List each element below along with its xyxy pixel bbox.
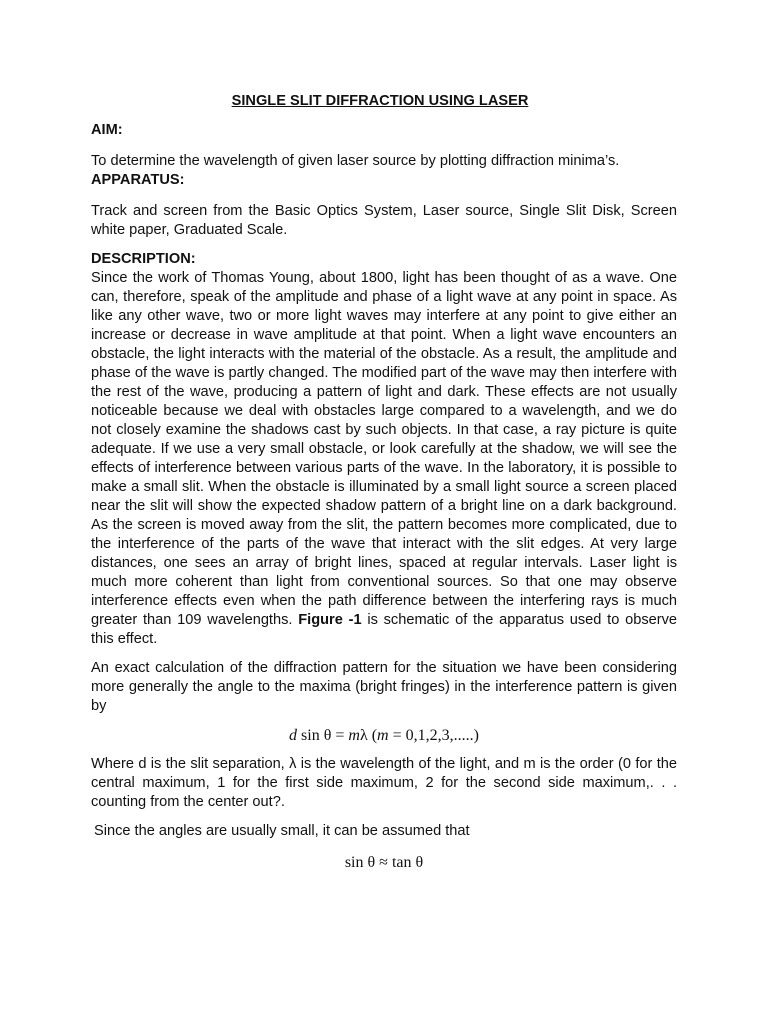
aim-text: To determine the wavelength of given laser source by plotting diffraction minima’s. <box>91 153 620 169</box>
apparatus-text: Track and screen from the Basic Optics System, Laser source, Single Slit Disk, Screen white paper, Graduated Scale. <box>91 203 677 238</box>
description-heading: DESCRIPTION: <box>91 251 196 267</box>
description-text-end: is schematic of the apparatus used to observe this effect. <box>91 612 678 647</box>
document-page <box>91 92 677 872</box>
description-text: Since the work of Thomas Young, about 1800, light has been thought of as a wave. One can, therefore, speak of the amplitude and phase of a light wave at any point in space. As like any other wave, two or more light waves may interfere at any point to give either an increase or decrease in wave amplitude at that point. When a light wave encounters an obstacle, the light interacts with the material of the obstacle. As a result, the amplitude and phase of the wave is partly changed. The modified part of the wave may then interfere with the rest of the wave, producing a pattern of light and dark. These effects are not usually noticeable because we deal with obstacles large compared to a wavelength, and we do not closely examine the shadows cast by such objects. In that case, a ray picture is quite adequate. If we use a very small obstacle, or look carefully at the shadow, we will see the effects of interference between various parts of the wave. In the laboratory, it is possible to make a small slit. When the obstacle is illuminated by a small light source a screen placed near the slit will show the expected shadow pattern of a bright line on a dark background. As the screen is moved away from the slit, the pattern becomes more complicated, due to the interference of the parts of the wave that interact with the slit edges. At very large distances, one sees an array of bright lines, spaced at regular intervals. Laser light is much more coherent than light from conventional sources. So that one may observe interference effects even when the path difference between the interfering rays is much greater than 109 wavelengths. <box>91 270 677 628</box>
variables-paragraph: Where d is the slit separation, λ is the wavelength of the light, and m is the order (0 for the central maximum, 1 for the first side maximum, 2 for the second side maximum,. . . counting from the center out?. <box>91 756 677 810</box>
small-angle-equation: sin θ ≈ tan θ <box>344 854 424 871</box>
figure-reference: Figure -1 <box>298 612 362 628</box>
small-angle-paragraph: Since the angles are usually small, it can be assumed that <box>94 823 470 839</box>
description-paragraph <box>91 269 677 649</box>
diffraction-equation: d sin θ = mλ (m = 0,1,2,3,.....) <box>289 727 479 744</box>
calculation-paragraph: An exact calculation of the diffraction pattern for the situation we have been considering more generally the angle to the maxima (bright fringes) in the interference pattern is given by <box>91 660 677 714</box>
apparatus-heading: APPARATUS: <box>91 172 185 188</box>
document-title: SINGLE SLIT DIFFRACTION USING LASER <box>231 93 529 109</box>
aim-heading: AIM: <box>91 122 123 138</box>
